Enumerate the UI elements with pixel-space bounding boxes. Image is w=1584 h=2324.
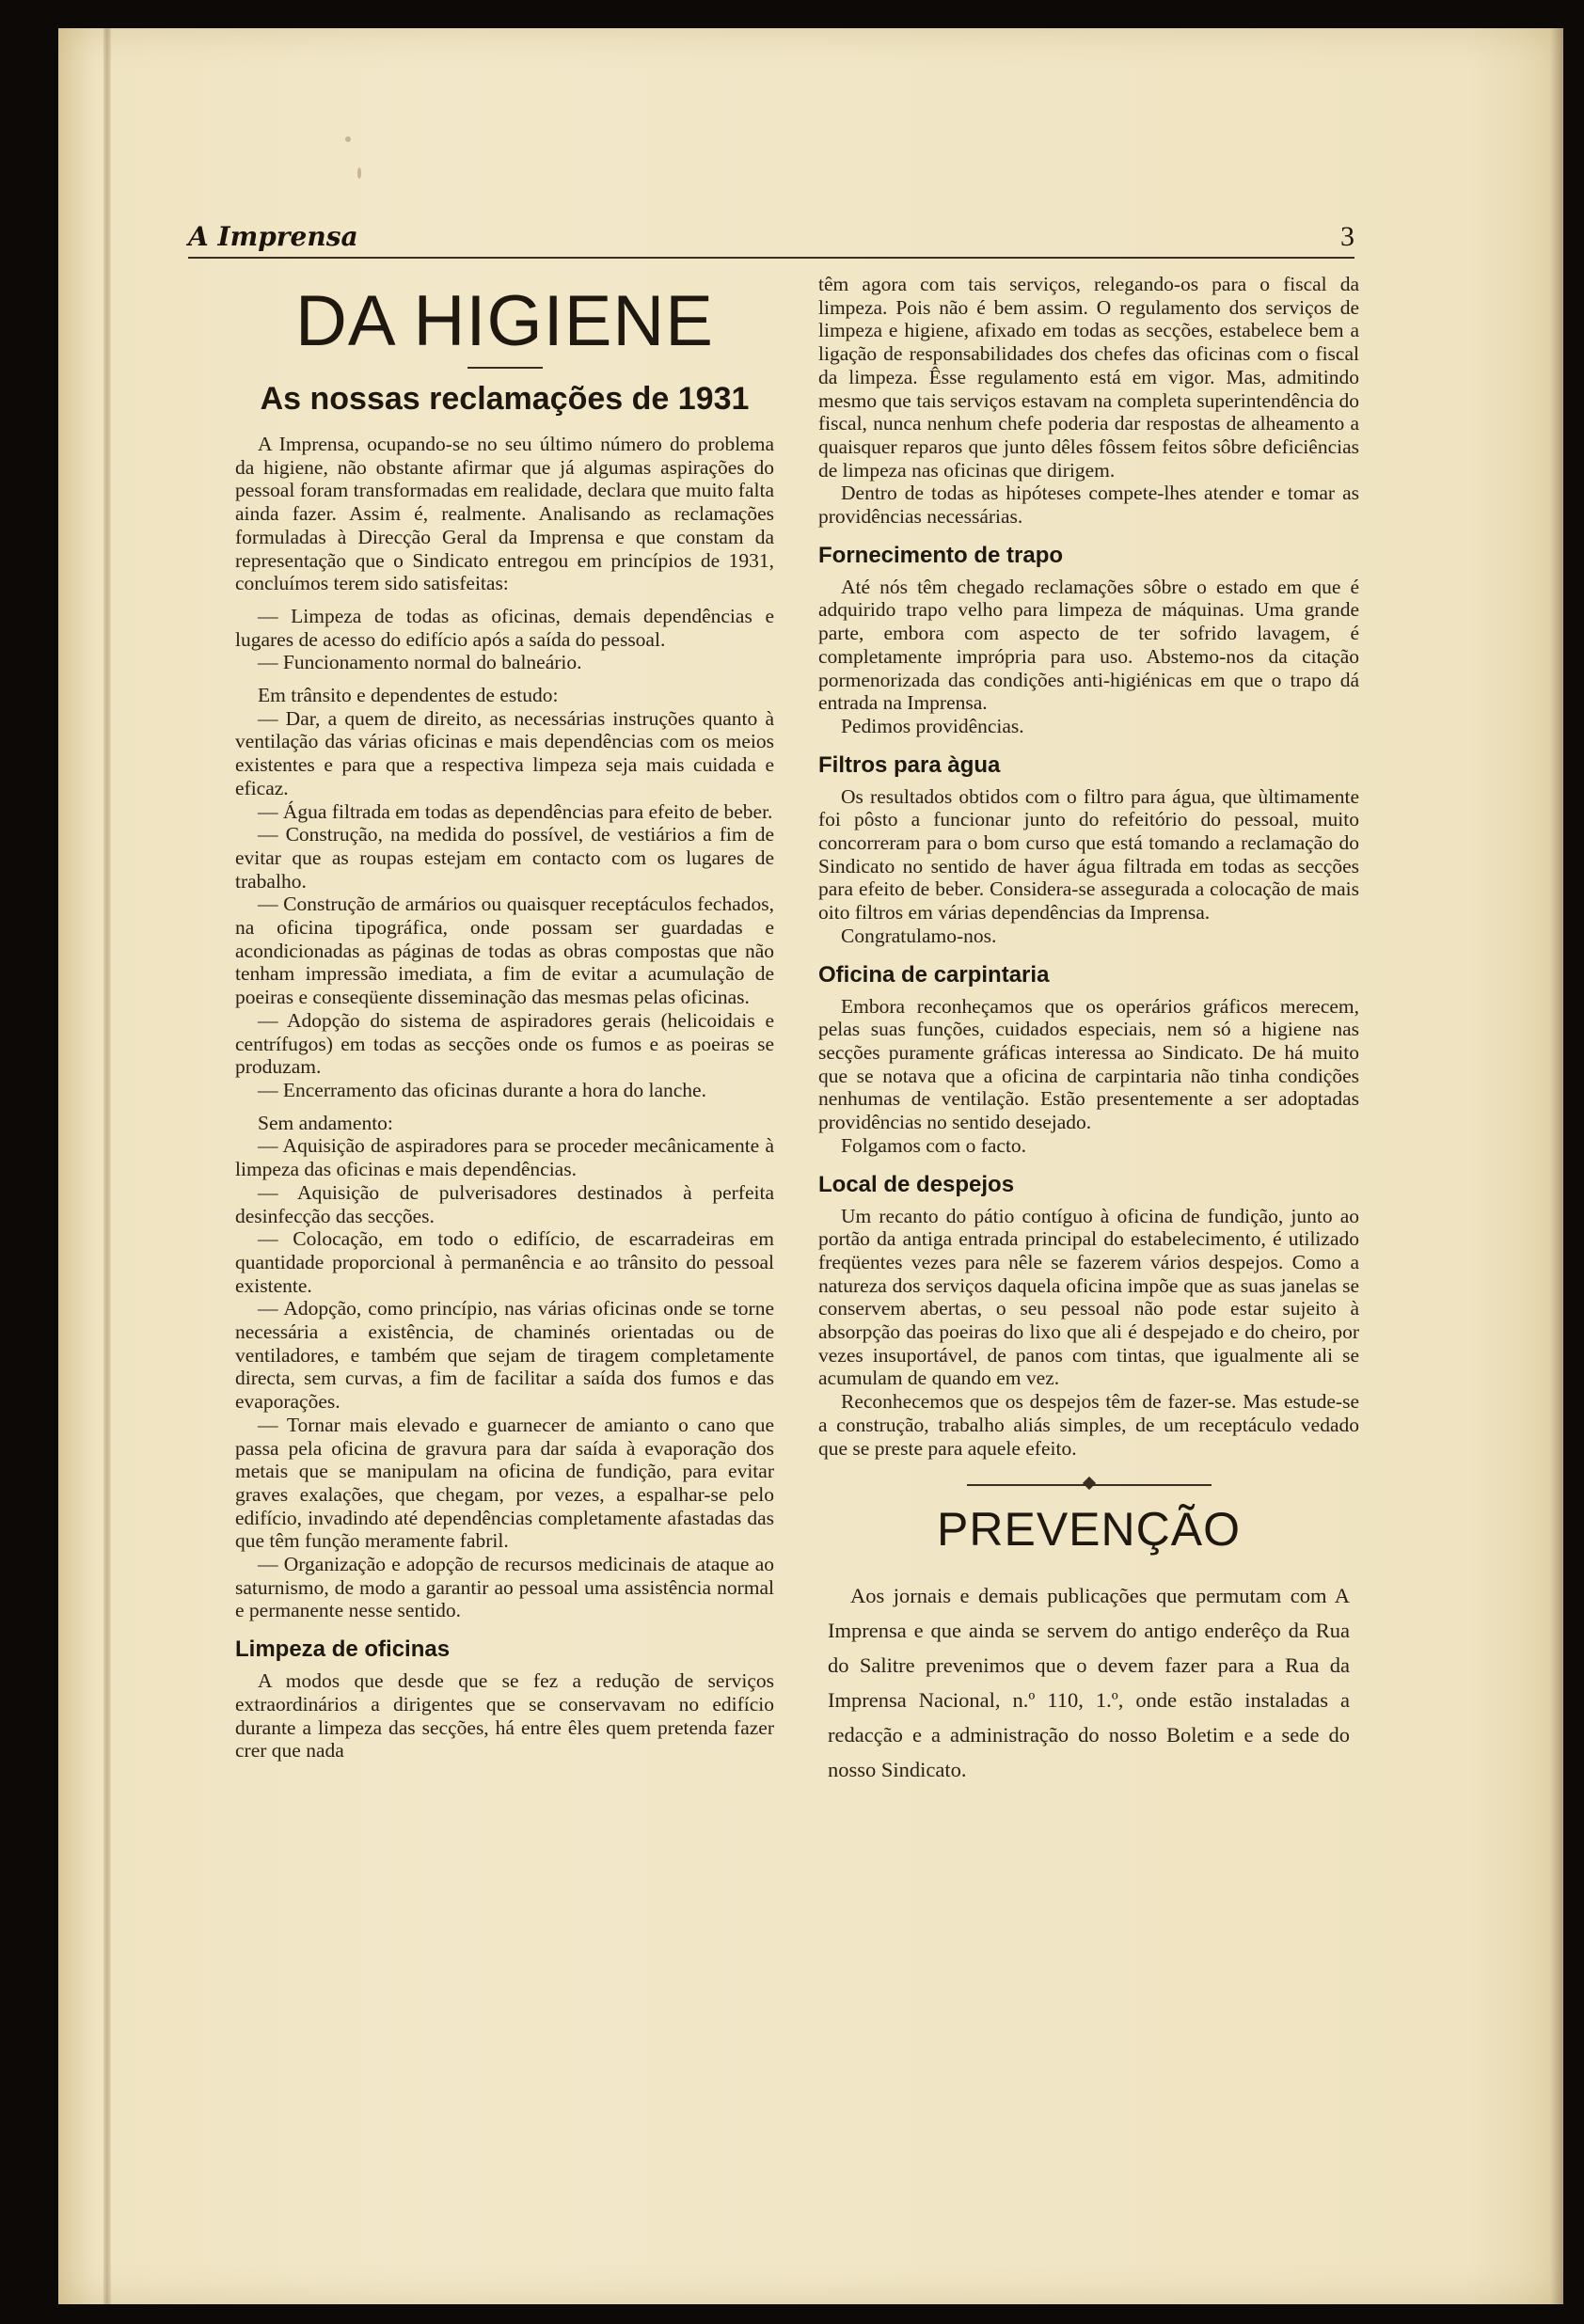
section-paragraph: Folgamos com o facto. <box>841 1133 1027 1157</box>
notice-text: Aos jornais e demais publicações que permutam com A Imprensa e que ainda se servem do antigo enderêço da Rua do Salitre prevenimos que o devem fazer para a Rua da Imprensa Nacional, n.º 110, 1.º, onde estão instaladas a redacção e a administração do nosso Boletim e a sede do nosso Sindicato. <box>828 1584 1350 1782</box>
page-number: 3 <box>1340 221 1354 252</box>
diamond-ornament-icon <box>1082 1477 1095 1490</box>
list-item: — Colocação, em todo o edifício, de escarradeiras em quantidade proporcional à permanência e ao trânsito do pessoal existente. <box>235 1227 774 1297</box>
list-item: — Aquisição de aspiradores para se proceder mecânicamente à limpeza das oficinas e mais dependências. <box>235 1134 774 1181</box>
ornamental-divider <box>967 1484 1212 1486</box>
section-paragraph: Congratulamo-nos. <box>841 924 997 947</box>
list-item: — Limpeza de todas as oficinas, demais dependências e lugares de acesso do edifício após a saída do pessoal. <box>235 604 774 651</box>
page-fold <box>103 28 111 2304</box>
section-paragraph: A modos que desde que se fez a redução de serviços extraordinários a dirigentes que se conservavam no edifício durante a limpeza das secções, há entre êles quem pretenda fazer crer que nada <box>235 1669 774 1763</box>
masthead <box>188 200 1354 259</box>
notice-title: PREVENÇÃO <box>937 1503 1241 1557</box>
section-heading: Oficina de carpintaria <box>818 961 1050 988</box>
status-label: Sem andamento: <box>258 1111 393 1134</box>
article-title: DA HIGIENE <box>295 281 714 361</box>
section-heading: Limpeza de oficinas <box>235 1636 451 1663</box>
section-paragraph: Embora reconheçamos que os operários gráficos merecem, pelas suas funções, cuidados especiais, nem só a higiene nas secções puramente gráficas interessa ao Sindicato. De há muito que se notava que a oficina de carpintaria não tinha condições nenhumas de ventilação. Estão presentemente a ser adoptadas providências no sentido desejado. <box>818 994 1359 1134</box>
left-column <box>235 273 774 1763</box>
right-column <box>818 273 1359 1787</box>
list-item: — Encerramento das oficinas durante a hora do lanche. <box>258 1078 706 1101</box>
section-heading: Filtros para àgua <box>818 751 1001 778</box>
list-item: — Organização e adopção de recursos medicinais de ataque ao saturnismo, de modo a garantir ao pessoal uma assistência normal e permanente nesse sentido. <box>235 1553 774 1622</box>
section-paragraph: Até nós têm chegado reclamações sôbre o estado em que é adquirido trapo velho para limpeza de máquinas. Uma grande parte, embora com aspecto de ter sofrido lavagem, é completamente imprópria para uso. Abstemo-nos da citação pormenorizada das condições anti-higiénicas em que o trapo dá entrada na Imprensa. <box>818 575 1359 715</box>
section-paragraph: Pedimos providências. <box>841 714 1024 737</box>
status-label: Em trânsito e dependentes de estudo: <box>258 684 559 707</box>
paper-name: A Imprensa <box>188 221 358 252</box>
section-paragraph: Dentro de todas as hipóteses compete-lhes atender e tomar as providências necessárias. <box>818 482 1359 529</box>
section-heading: Local de despejos <box>818 1171 1015 1197</box>
list-item: — Água filtrada em todas as dependências para efeito de beber. <box>258 799 773 823</box>
paper-blemish <box>345 136 351 142</box>
paper-blemish <box>357 167 361 179</box>
continued-paragraph: têm agora com tais serviços, relegando-os para o fiscal da limpeza. Pois não é bem assim. O regulamento dos serviços de limpeza e higiene, afixado em todas as secções, estabelece bem a ligação de responsabilidades dos chefes das oficinas com o fiscal da limpeza. Êsse regulamento está em vigor. Mas, admitindo mesmo que tais serviços estavam na completa superintendência do fiscal, nunca nenhum chefe poderia dar respostas de alheamento a quaisquer reparos que junto dêles fôssem feitos sôbre deficiências de limpeza nas oficinas que dirigem. <box>818 273 1359 482</box>
section-paragraph: Os resultados obtidos com o filtro para água, que ùltimamente foi pôsto a funcionar junto do refeitório do pessoal, muito concorreram para o bom curso que está tomando a reclamação do Sindicato no sentido de haver água filtrada em todas as secções para efeito de beber. Considera-se assegurada a colocação de mais oito filtros em várias dependências da Imprensa. <box>818 784 1359 925</box>
list-item: — Tornar mais elevado e guarnecer de amianto o cano que passa pela oficina de gravura para dar saída à evaporação dos metais que se manipulam na oficina de fundição, para evitar graves exalações, que chegam, por vezes, a espalhar-se pelo edifício, invadindo até dependências completamente afastadas das que têm função meramente fabril. <box>235 1413 774 1553</box>
section-paragraph: Reconhecemos que os despejos têm de fazer-se. Mas estude-se a construção, trabalho aliás simples, de um receptáculo vedado que se preste para aquele efeito. <box>818 1390 1359 1460</box>
list-item: — Adopção do sistema de aspiradores gerais (helicoidais e centrífugos) em todas as secções onde os fumos e as poeiras se produzam. <box>235 1008 774 1079</box>
list-item: — Funcionamento normal do balneário. <box>258 651 582 674</box>
list-item: — Aquisição de pulverisadores destinados à perfeita desinfecção das secções. <box>235 1180 774 1227</box>
list-item: — Dar, a quem de direito, as necessárias instruções quanto à ventilação das várias oficinas e mais dependências com os meios existentes e para que a respectiva limpeza seja mais cuidada e eficaz. <box>235 706 774 799</box>
list-item: — Adopção, como princípio, nas várias oficinas onde se torne necessária a existência, de chaminés orientadas ou de ventiladores, e também que sejam de tiragem completamente directa, sem curvas, a fim de facilitar a saída dos fumos e das evaporações. <box>235 1297 774 1414</box>
section-paragraph: Um recanto do pátio contíguo à oficina de fundição, junto ao portão da antiga entrada principal do estabelecimento, é utilizado freqüentes vezes para nêle se fazerem vários despejos. Como a natureza dos serviços daquela oficina impõe que as suas janelas se conservem abertas, o seu pessoal não pode estar sujeito à absorpção das poeiras do lixo que ali é despejado e do cheiro, por vezes insuportável, de panos com tintas, que igualmente ali se acumulam de quando em vez. <box>818 1204 1359 1390</box>
list-item: — Construção de armários ou quaisquer receptáculos fechados, na oficina tipográfica, onde possam ser guardadas e acondicionadas as páginas de todas as obras compostas que não tenham impressão imediata, a fim de evitar a acumulação de poeiras e conseqüente disseminação das mesmas pelas oficinas. <box>235 893 774 1009</box>
section-heading: Fornecimento de trapo <box>818 542 1064 568</box>
intro-paragraph: A Imprensa, ocupando-se no seu último número do problema da higiene, não obstante afirmar que já algumas aspirações do pessoal foram transformadas em realidade, declara que muito falta ainda fazer. Assim é, realmente. Analisando as reclamações formuladas à Direcção Geral da Imprensa e que constam da representação que o Sindicato entregou em princípios de 1931, concluímos terem sido satisfeitas: <box>235 433 774 595</box>
notice-box <box>818 1578 1359 1787</box>
list-item: — Construção, na medida do possível, de vestiários a fim de evitar que as roupas estejam em contacto com os lugares de trabalho. <box>235 823 774 893</box>
title-rule <box>467 367 543 369</box>
page-edge-shadow <box>1550 28 1563 2304</box>
article-subtitle: As nossas reclamações de 1931 <box>260 381 750 417</box>
